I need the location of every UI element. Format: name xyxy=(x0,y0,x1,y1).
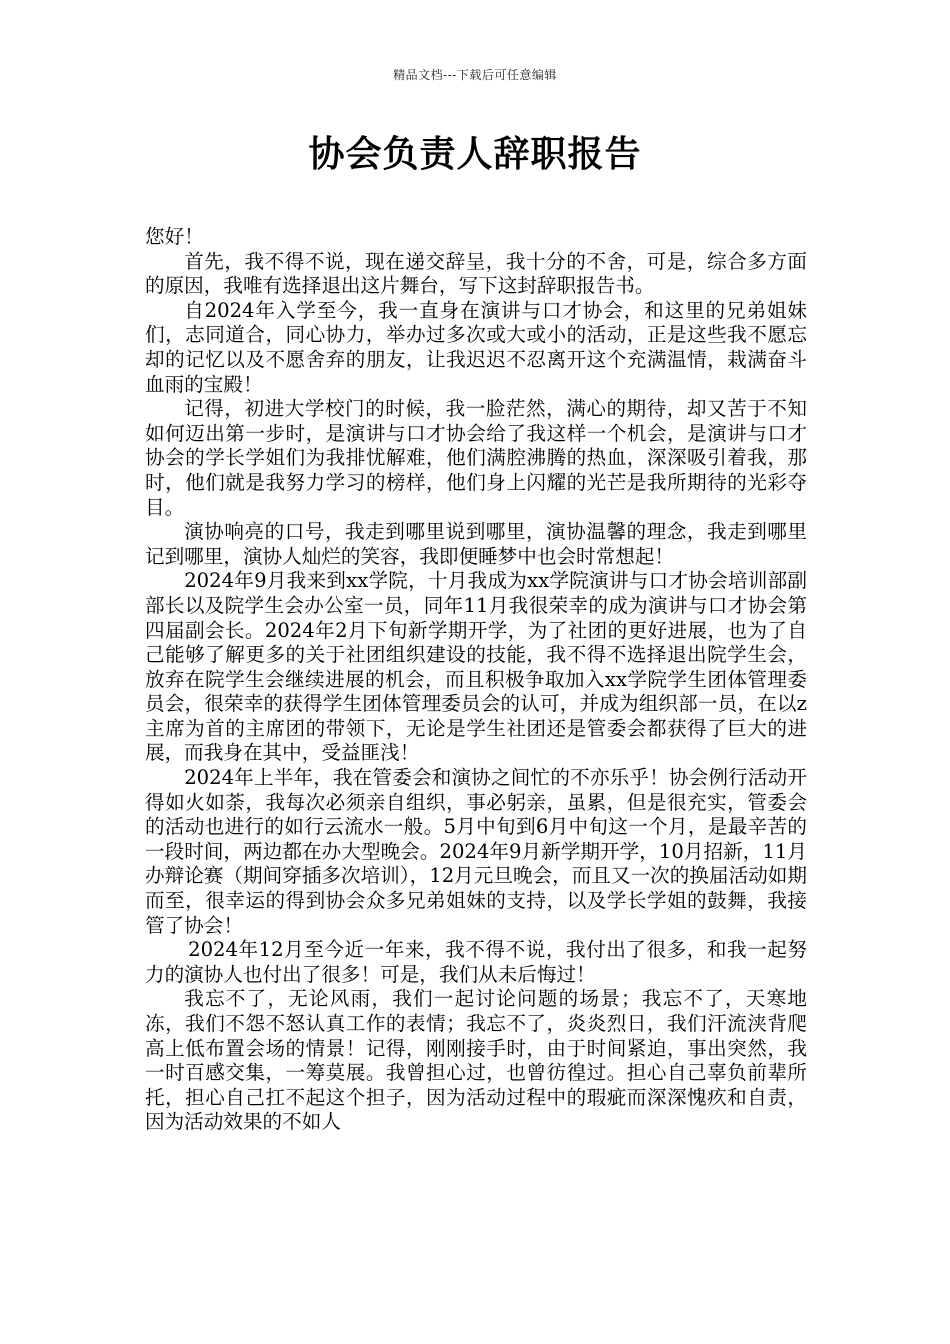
salutation: 您好！ xyxy=(145,225,204,248)
header-note: 精品文档---下载后可任意编辑 xyxy=(393,68,557,82)
paragraph: 我忘不了，无论风雨，我们一起讨论问题的场景；我忘不了，天寒地冻，我们不怨不怒认真工作的表情；我忘不了，炎炎烈日，我们汗流浃背爬高上低布置会场的情景！记得，刚刚接手时，由于时间紧迫，事出突然，我一时百感交集，一筹莫展。我曾担心过，也曾彷徨过。担心自己辜负前辈所托，担心自己扛不起这个担子，因为活动过程中的瑕疵而深深愧疚和自责，因为活动效果的不如人 xyxy=(145,987,807,1134)
paragraph: 演协响亮的口号，我走到哪里说到哪里，演协温馨的理念，我走到哪里记到哪里，演协人灿烂的笑容，我即便睡梦中也会时常想起！ xyxy=(145,520,807,568)
paragraph: 2024年9月我来到xx学院，十月我成为xx学院演讲与口才协会培训部副部长以及院学生会办公室一员，同年11月我很荣幸的成为演讲与口才协会第四届副会长。2024年2月下旬新学期开学，为了社团的更好进展，也为了自己能够了解更多的关于社团组织建设的技能，我不得不选择退出院学生会，放弃在院学生会继续进展的机会，而且积极争取加入xx学院学生团体管理委员会，很荣幸的获得学生团体管理委员会的认可，并成为组织部一员，在以z主席为首的主席团的带领下，无论是学生社团还是管委会都获得了巨大的进展，而我身在其中，受益匪浅！ xyxy=(145,569,807,765)
document-title: 协会负责人辞职报告 xyxy=(308,134,642,175)
paragraph: 自2024年入学至今，我一直身在演讲与口才协会，和这里的兄弟姐妹们，志同道合，同心协力，举办过多次或大或小的活动，正是这些我不愿忘却的记忆以及不愿舍弃的朋友，让我迟迟不忍离开这个充满温情，栽满奋斗血雨的宝殿！ xyxy=(145,298,807,396)
paragraph: 2024年上半年，我在管委会和演协之间忙的不亦乐乎！协会例行活动开得如火如荼，我每次必须亲自组织，事必躬亲，虽累，但是很充实，管委会的活动也进行的如行云流水一般。5月中旬到6月中旬这一个月，是最辛苦的一段时间，两边都在办大型晚会。2024年9月新学期开学，10月招新，11月办辩论赛（期间穿插多次培训），12月元旦晚会，而且又一次的换届活动如期而至，很幸运的得到协会众多兄弟姐妹的支持，以及学长学姐的鼓舞，我接管了协会！ xyxy=(145,766,807,937)
paragraph: 首先，我不得不说，现在递交辞呈，我十分的不舍，可是，综合多方面的原因，我唯有选择退出这片舞台，写下这封辞职报告书。 xyxy=(145,249,807,298)
paragraph: 记得，初进大学校门的时候，我一脸茫然，满心的期待，却又苦于不知如何迈出第一步时，是演讲与口才协会给了我这样一个机会，是演讲与口才协会的学长学姐们为我排忧解难，他们满腔沸腾的热血，深深吸引着我，那时，他们就是我努力学习的榜样，他们身上闪耀的光芒是我所期待的光彩夺目。 xyxy=(145,397,807,519)
document-body xyxy=(145,225,807,1135)
paragraph: 2024年12月至今近一年来，我不得不说，我付出了很多，和我一起努力的演协人也付出了很多！可是，我们从未后悔过！ xyxy=(145,938,807,986)
